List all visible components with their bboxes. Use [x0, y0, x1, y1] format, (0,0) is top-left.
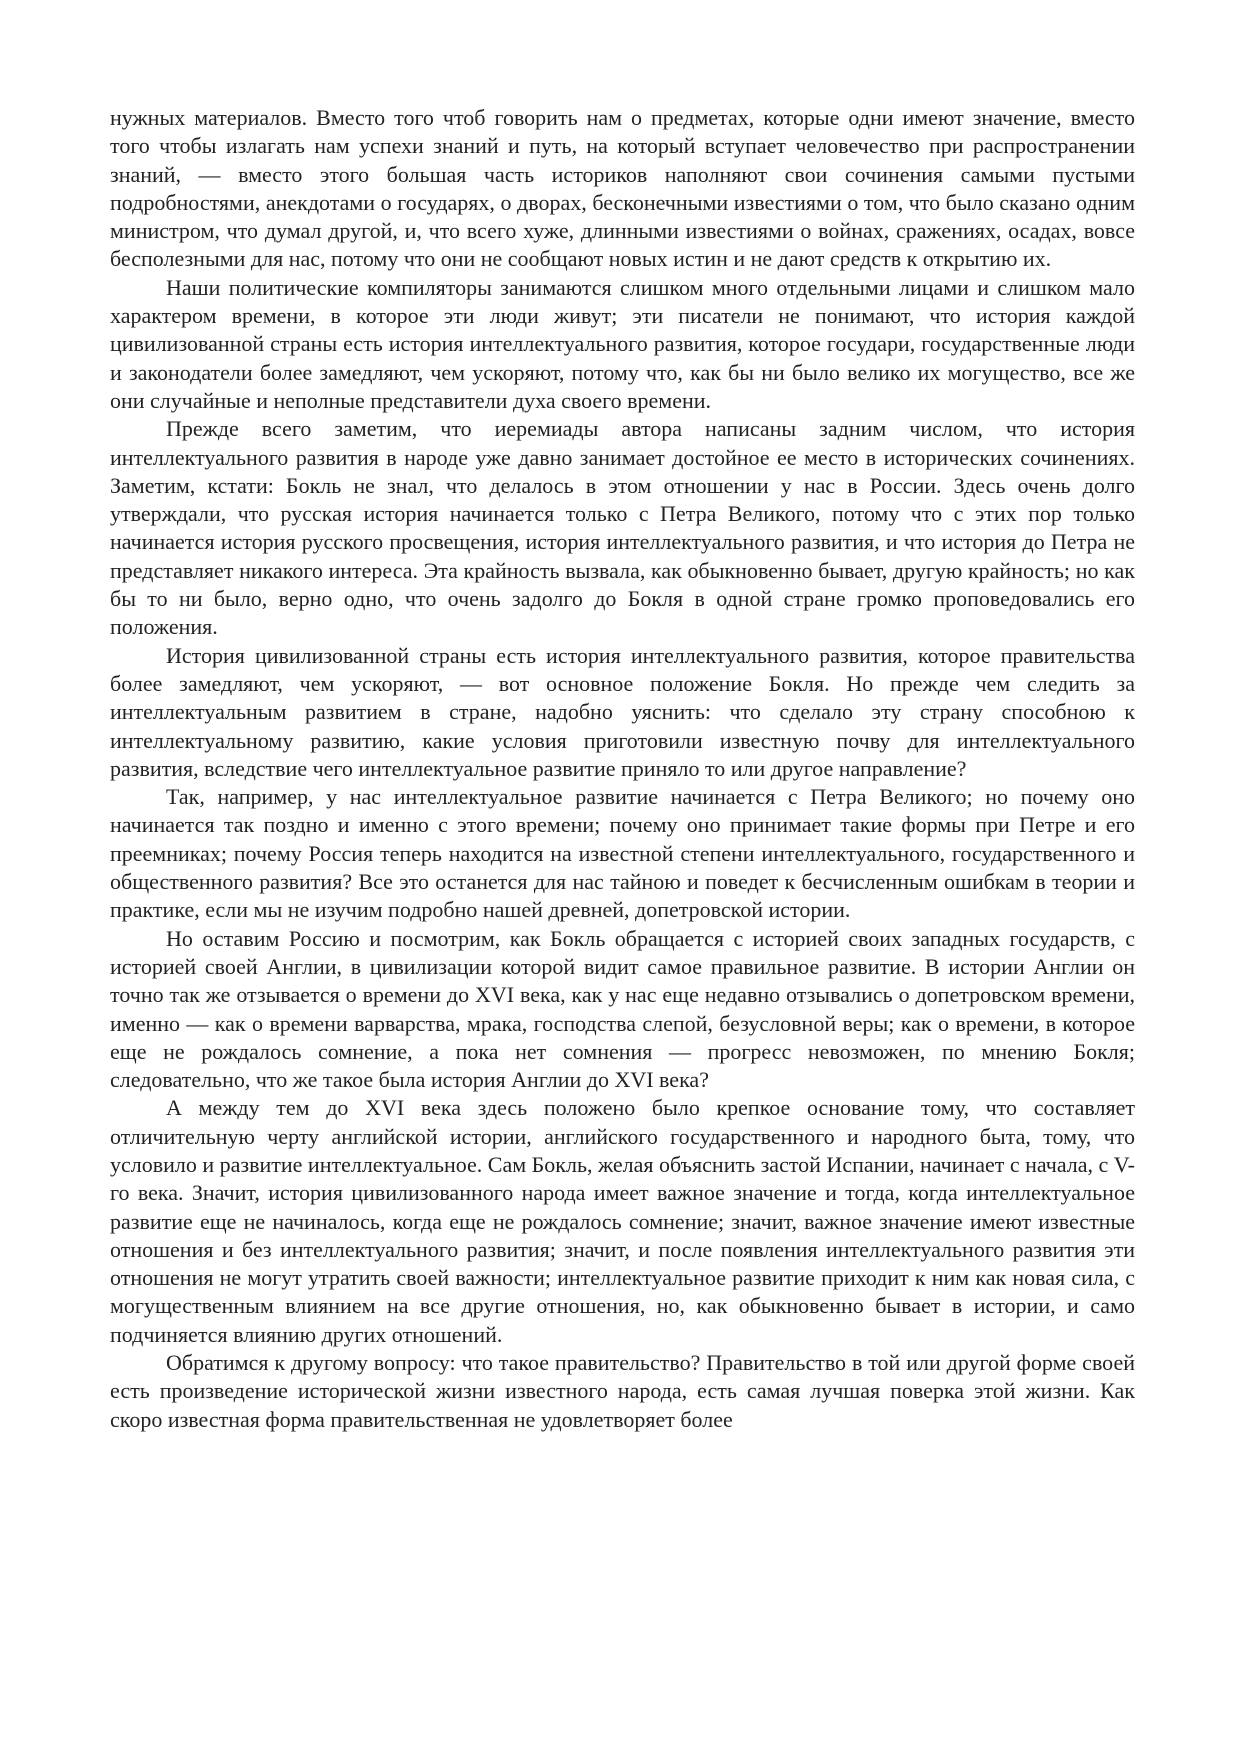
paragraph-3: Прежде всего заметим, что иеремиады автора написаны задним числом, что история интеллектуального развития в народе уже давно занимает достойное ее место в исторических сочинениях. Заметим, кстати: Бокль не знал, что делалось в этом отношении у нас в России. Здесь очень долго утверждали, что русская история начинается только с Петра Великого, потому что с этих пор только начинается история русского просвещения, история интеллектуального развития, и что история до Петра не представляет никакого интереса. Эта крайность вызвала, как обыкновенно бывает, другую крайность; но как бы то ни было, верно одно, что очень задолго до Бокля в одной стране громко проповедовались его положения.	[110, 416, 1135, 640]
paragraph-8: Обратимся к другому вопросу: что такое правительство? Правительство в той или другой форме своей есть произведение исторической жизни известного народа, есть самая лучшая поверка этой жизни. Как скоро известная форма правительственная не удовлетворяет более	[110, 1350, 1135, 1432]
paragraph-5: Так, например, у нас интеллектуальное развитие начинается с Петра Великого; но почему оно начинается так поздно и именно с этого времени; почему оно принимает такие формы при Петре и его преемниках; почему Россия теперь находится на известной степени интеллектуального, государственного и общественного развития? Все это останется для нас тайною и поведет к бесчисленным ошибкам в теории и практике, если мы не изучим подробно нашей древней, допетровской истории.	[110, 784, 1135, 923]
paragraph-2: Наши политические компиляторы занимаются слишком много отдельными лицами и слишком мало характером времени, в которое эти люди живут; эти писатели не понимают, что история каждой цивилизованной страны есть история интеллектуального развития, которое государи, государственные люди и законодатели более замедляют, чем ускоряют, потому что, как бы ни было велико их могущество, все же они случайные и неполные представители духа своего времени.	[110, 274, 1135, 413]
paragraph-4: История цивилизованной страны есть история интеллектуального развития, которое правительства более замедляют, чем ускоряют, — вот основное положение Бокля. Но прежде чем следить за интеллектуальным развитием в стране, надобно уяснить: что сделало эту страну способною к интеллектуальному развитию, какие условия приготовили известную почву для интеллектуального развития, вследствие чего интеллектуальное развитие приняло то или другое направление?	[110, 642, 1135, 781]
paragraph-1: нужных материалов. Вместо того чтоб говорить нам о предметах, которые одни имеют значение, вместо того чтобы излагать нам успехи знаний и путь, на который вступает человечество при распространении знаний, — вместо этого большая часть историков наполняют свои сочинения самыми пустыми подробностями, анекдотами о государях, о дворах, бесконечными известиями о том, что было сказано одним министром, что думал другой, и, что всего хуже, длинными известиями о войнах, сражениях, осадах, вовсе бесполезными для нас, потому что они не сообщают новых истин и не дают средств к открытию их.	[110, 105, 1135, 272]
paragraph-6: Но оставим Россию и посмотрим, как Бокль обращается с историей своих западных государств, с историей своей Англии, в цивилизации которой видит самое правильное развитие. В истории Англии он точно так же отзывается о времени до XVI века, как у нас еще недавно отзывались о допетровском времени, именно — как о времени варварства, мрака, господства слепой, безусловной веры; как о времени, в которое еще не рождалось сомнение, а пока нет сомнения — прогресс невозможен, по мнению Бокля; следовательно, что же такое была история Англии до XVI века?	[110, 925, 1135, 1093]
document-page	[110, 104, 1135, 1434]
paragraph-7: А между тем до XVI века здесь положено было крепкое основание тому, что составляет отличительную черту английской истории, английского государственного и народного быта, тому, что условило и развитие интеллектуальное. Сам Бокль, желая объяснить застой Испании, начинает с начала, с V-го века. Значит, история цивилизованного народа имеет важное значение и тогда, когда интеллектуальное развитие еще не начиналось, когда еще не рождалось сомнение; значит, важное значение имеют известные отношения и без интеллектуального развития; значит, и после появления интеллектуального развития эти отношения не могут утратить своей важности; интеллектуальное развитие приходит к ним как новая сила, с могущественным влиянием на все другие отношения, но, как обыкновенно бывает в истории, и само подчиняется влиянию других отношений.	[110, 1095, 1135, 1347]
